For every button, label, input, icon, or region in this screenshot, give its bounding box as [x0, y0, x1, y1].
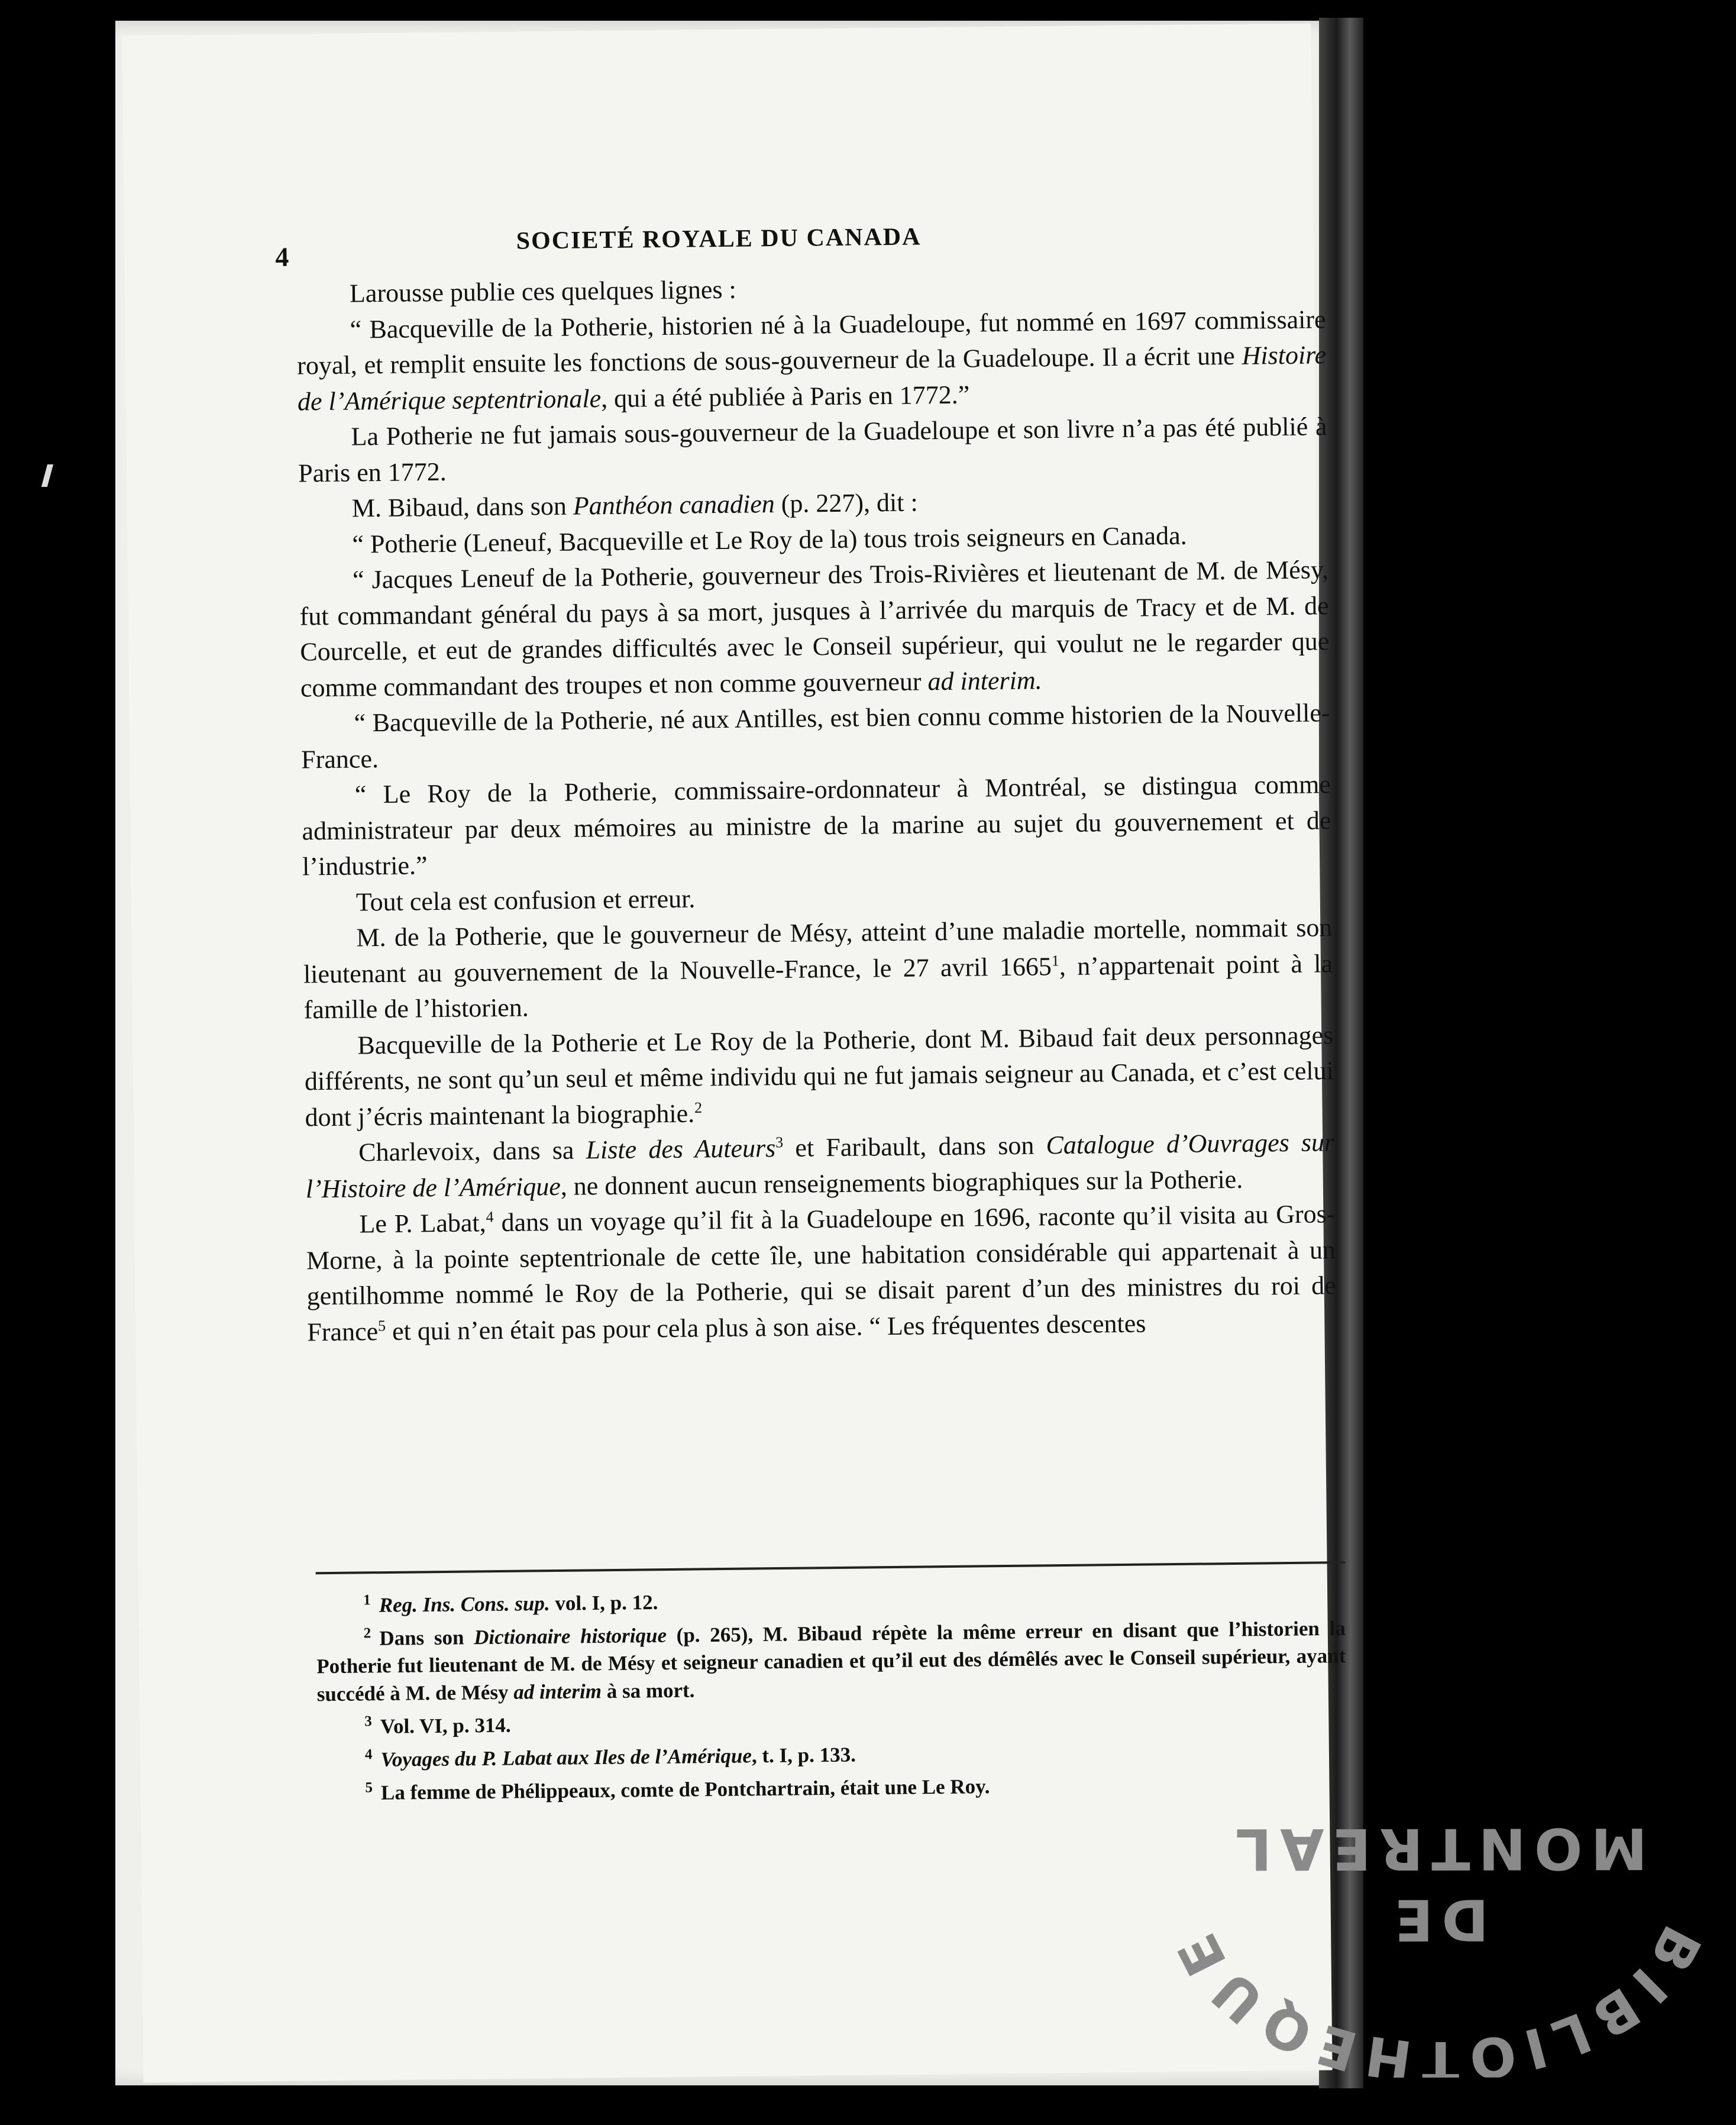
paragraph-8: “ Le Roy de la Potherie, commissaire-ordonnateur à Montréal, se distingua comme administrateur par deux mémoires au ministre de la marine au sujet du gouvernement et de l’industrie.” — [302, 770, 1331, 881]
stamp-graphic — [1142, 1811, 1734, 2078]
paragraph-2 — [296, 302, 1327, 420]
footnote-4-italic: Voyages du P. Labat aux Iles de l’Amérique — [380, 1744, 752, 1771]
paragraph-2-text-a: “ Bacqueville de la Potherie, historien né à la Guadeloupe, fut nommé en 1697 commissaire royal, et remplit ensuite les fonctions de sous-gouverneur de la Guadeloupe. Il a écrit une — [297, 304, 1326, 380]
paragraph-12-italic-1: Liste des Auteurs — [586, 1133, 776, 1165]
paragraph-3: La Potherie ne fut jamais sous-gouverneur de la Guadeloupe et son livre n’a pas été publié à Paris en 1772. — [298, 412, 1327, 487]
paragraph-9: Tout cela est confusion et erreur. — [355, 883, 696, 916]
paragraph-4-italic: Panthéon canadien — [573, 489, 775, 521]
footnote-4-text: , t. I, p. 133. — [751, 1743, 856, 1768]
footnote-ref-3: 3 — [775, 1133, 784, 1151]
footnote-ref-1: 1 — [1051, 951, 1059, 970]
footnote-1-italic: Reg. Ins. Cons. sup. — [379, 1591, 550, 1617]
paragraph-10 — [303, 910, 1333, 1028]
paragraph-13 — [306, 1196, 1336, 1350]
footnote-3-number: 3 — [364, 1713, 372, 1730]
footnote-5-number: 5 — [365, 1779, 373, 1796]
library-perforation-stamp — [1142, 1811, 1734, 2078]
footnote-5-text: La femme de Phélippeaux, comte de Pontchartrain, était une Le Roy. — [380, 1774, 990, 1804]
footnotes — [316, 1576, 1347, 1807]
margin-mark — [41, 464, 53, 487]
page-number: 4 — [275, 241, 289, 272]
footnote-divider — [316, 1561, 1345, 1574]
running-head: SOCIETÉ ROYALE DU CANADA — [516, 223, 922, 255]
paragraph-4-text-b: (p. 227), dit : — [774, 487, 918, 519]
footnote-ref-2: 2 — [694, 1099, 703, 1116]
paragraph-2-text-b: , qui a été publiée à Paris en 1772.” — [600, 380, 970, 413]
paragraph-11 — [304, 1018, 1334, 1136]
footnote-3-text: Vol. VI, p. 314. — [380, 1713, 511, 1739]
paragraph-6-italic: ad interim. — [927, 665, 1042, 696]
footnote-ref-5: 5 — [377, 1316, 386, 1334]
paragraph-7: “ Bacqueville de la Potherie, né aux Antilles, est bien connu comme historien de la Nouvelle-France. — [300, 698, 1330, 774]
paragraph-12-text-b: et Faribault, dans son — [783, 1131, 1046, 1162]
paragraph-5: “ Potherie (Leneuf, Bacqueville et Le Roy de la) tous trois seigneurs en Canada. — [352, 521, 1187, 559]
footnote-2-italic-2: ad interim — [513, 1680, 602, 1704]
paragraph-12-italic-2: Catalogue d’Ouvrages sur l’Histoire de l’Amérique — [305, 1128, 1335, 1203]
footnote-2-text-a: Dans son — [379, 1625, 474, 1650]
paragraph-6-text: “ Jacques Leneuf de la Potherie, gouverneur des Trois-Rivières et lieutenant de M. de Mésy, fut commandant général du pays à sa mort, jusques à l’arrivée du marquis de Tracy et de M. de Courcelle, et eut de grandes difficultés avec le Conseil supérieur, qui voulut ne le regarder que comme commandant des troupes et non comme gouverneur — [299, 555, 1330, 702]
paragraph-4-text-a: M. Bibaud, dans son — [351, 491, 574, 523]
paragraph-1: Larousse publie ces quelques lignes : — [349, 274, 736, 308]
paragraph-12-text-a: Charlevoix, dans sa — [358, 1135, 586, 1167]
paragraph-2-italic: Histoire de l’Amérique septentrionale — [297, 340, 1327, 416]
footnote-1-text: vol. I, p. 12. — [549, 1590, 658, 1615]
paragraph-10-text-a: M. de la Potherie, que le gouverneur de Mésy, atteint d’une maladie mortelle, nommait son lieutenant au gouvernement de la Nouvelle-France, le 27 avril 1665 — [303, 913, 1333, 989]
paragraph-13-text-c: et qui n’en était pas pour cela plus à son aise. “ Les fréquentes descentes — [385, 1309, 1146, 1346]
footnote-4-number: 4 — [364, 1746, 373, 1763]
footnote-ref-4: 4 — [486, 1208, 494, 1226]
paragraph-6 — [299, 552, 1330, 706]
paragraph-13-text-b: dans un voyage qu’il fit à la Guadeloupe en 1696, raconte qu’il visita au Gros-Morne, à la pointe septentrionale de cette île, une habitation considérable qui appartenait à un gentilhomme nommé le Roy de la Potherie, qui se disait parent d’un des ministres du roi de France — [306, 1199, 1336, 1346]
stamp-line-3: MONTREAL — [1227, 1815, 1648, 1882]
book-page — [122, 23, 1713, 2082]
footnote-2-number: 2 — [363, 1625, 371, 1642]
paragraph-12-text-c: , ne donnent aucun renseignements biographiques sur la Potherie. — [560, 1164, 1243, 1201]
footnote-2 — [316, 1609, 1346, 1709]
paragraph-12 — [305, 1125, 1335, 1207]
paragraph-11-text: Bacqueville de la Potherie et Le Roy de la Potherie, dont M. Bibaud fait deux personnages différents, ne sont qu’un seul et même individu qui ne fut jamais seigneur au Canada, et c’est celui dont j’écris maintenant la biographie. — [304, 1020, 1334, 1132]
stamp-line-1: BIBLIOTHEQUE — [1162, 1916, 1713, 2078]
paragraph-13-text-a: Le P. Labat, — [359, 1208, 486, 1239]
footnote-1-number: 1 — [363, 1592, 371, 1609]
body-text — [296, 266, 1337, 1350]
footnote-2-italic-1: Dictionaire historique — [473, 1623, 667, 1649]
stamp-line-2: DE — [1386, 1886, 1489, 1953]
paragraph-10-text-b: , n’appartenait point à la famille de l’historien. — [303, 948, 1333, 1025]
footnote-2-text-b: (p. 265), M. Bibaud répète la même erreur en disant que l’historien la Potherie fut lieutenant de M. de Mésy et seigneur canadien et qu’il eut des démêlés avec le Conseil supérieur, ayant succédé à M. de Mésy — [316, 1616, 1346, 1706]
footnote-2-text-c: à sa mort. — [601, 1678, 695, 1703]
